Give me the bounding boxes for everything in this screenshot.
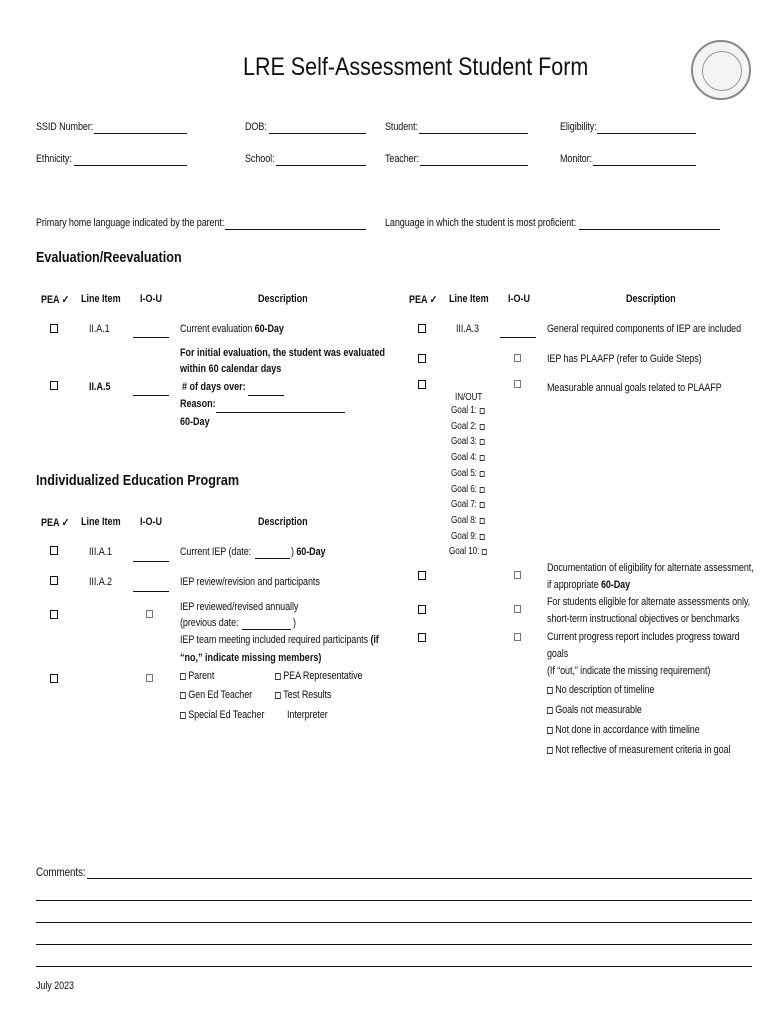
current-iep-label: Current IEP (date: bbox=[180, 546, 252, 558]
proficient-language-label: Language in which the student is most proficient: bbox=[385, 217, 577, 229]
line-item: III.A.3 bbox=[456, 323, 479, 335]
comments-label: Comments: bbox=[36, 865, 86, 879]
goal-item[interactable]: Goal 7: bbox=[451, 499, 487, 510]
iou-field[interactable] bbox=[133, 337, 169, 338]
description-header: Description bbox=[626, 293, 676, 305]
line-item-header: Line Item bbox=[81, 293, 121, 305]
teacher-field[interactable] bbox=[420, 165, 528, 166]
iou-checkbox[interactable] bbox=[514, 354, 521, 362]
participant-gen-ed-teacher[interactable]: Gen Ed Teacher bbox=[180, 689, 252, 701]
missing-option-not-in-accordance[interactable]: Not done in accordance with timeline bbox=[547, 724, 700, 736]
iou-header: I-O-U bbox=[508, 293, 531, 305]
ethnicity-field[interactable] bbox=[74, 165, 187, 166]
comments-line[interactable] bbox=[36, 966, 752, 967]
student-field[interactable] bbox=[419, 133, 528, 134]
school-label: School: bbox=[245, 153, 275, 165]
footer-date: July 2023 bbox=[36, 980, 74, 992]
iep-row2-description: IEP review/revision and participants bbox=[180, 576, 320, 588]
pea-header: PEA ✓ bbox=[409, 294, 438, 306]
line-item: II.A.1 bbox=[89, 323, 110, 335]
eval-row2-line2: within 60 calendar days bbox=[180, 363, 282, 375]
iou-checkbox[interactable] bbox=[146, 610, 153, 618]
missing-option-timeline[interactable]: No description of timeline bbox=[547, 684, 654, 696]
goal-item[interactable]: Goal 3: bbox=[451, 436, 487, 447]
pea-checkbox[interactable] bbox=[418, 633, 426, 642]
pea-checkbox[interactable] bbox=[418, 354, 426, 363]
student-label: Student: bbox=[385, 121, 418, 133]
reason-field[interactable] bbox=[216, 412, 345, 413]
right-row4-line1: Documentation of eligibility for alternate assessment, bbox=[547, 562, 754, 574]
previous-date-label: (previous date: bbox=[180, 617, 239, 629]
monitor-field[interactable] bbox=[593, 165, 696, 166]
line-item-header: Line Item bbox=[449, 293, 489, 305]
school-field[interactable] bbox=[276, 165, 366, 166]
right-row5-line2: short-term instructional objectives or benchmarks bbox=[547, 613, 740, 625]
goal-item[interactable]: Goal 5: bbox=[451, 468, 487, 479]
pea-checkbox[interactable] bbox=[418, 605, 426, 614]
days-over-field[interactable] bbox=[248, 395, 284, 396]
description-header: Description bbox=[258, 293, 308, 305]
teacher-label: Teacher: bbox=[385, 153, 419, 165]
pea-checkbox[interactable] bbox=[50, 674, 58, 683]
pea-checkbox[interactable] bbox=[418, 324, 426, 333]
comments-line[interactable] bbox=[36, 944, 752, 945]
pea-header: PEA ✓ bbox=[41, 517, 70, 529]
page-title: LRE Self-Assessment Student Form bbox=[243, 53, 589, 81]
iou-field[interactable] bbox=[133, 591, 169, 592]
participant-special-ed-teacher[interactable]: Special Ed Teacher bbox=[180, 709, 264, 721]
eval-row2-timeline: 60-Day bbox=[180, 416, 210, 428]
comments-line[interactable] bbox=[36, 900, 752, 901]
pea-checkbox[interactable] bbox=[50, 610, 58, 619]
goal-item[interactable]: Goal 1: bbox=[451, 405, 487, 416]
pea-checkbox[interactable] bbox=[418, 380, 426, 389]
pea-checkbox[interactable] bbox=[50, 324, 58, 333]
current-iep-close: ) 60-Day bbox=[291, 546, 326, 558]
eligibility-field[interactable] bbox=[597, 133, 696, 134]
goal-item[interactable]: Goal 2: bbox=[451, 421, 487, 432]
iep-row4-line1: IEP team meeting included required participants (if bbox=[180, 634, 379, 646]
line-item: II.A.5 bbox=[89, 381, 111, 393]
evaluation-heading: Evaluation/Reevaluation bbox=[36, 249, 182, 266]
previous-date-field[interactable] bbox=[242, 629, 291, 630]
iou-field[interactable] bbox=[133, 395, 169, 396]
comments-line[interactable] bbox=[36, 922, 752, 923]
goal-item[interactable]: Goal 8: bbox=[451, 515, 487, 526]
state-seal-logo bbox=[691, 40, 751, 100]
iou-field[interactable] bbox=[500, 337, 536, 338]
right-row5-line1: For students eligible for alternate assessments only, bbox=[547, 596, 751, 608]
primary-language-field[interactable] bbox=[225, 229, 366, 230]
days-over-label: # of days over: bbox=[182, 381, 246, 393]
monitor-label: Monitor: bbox=[560, 153, 592, 165]
pea-header: PEA ✓ bbox=[41, 294, 70, 306]
right-row1-description: General required components of IEP are included bbox=[547, 323, 742, 335]
iou-checkbox[interactable] bbox=[514, 633, 521, 641]
line-item: III.A.1 bbox=[89, 546, 112, 558]
iep-row3-line1: IEP reviewed/revised annually bbox=[180, 601, 299, 613]
right-row3-description: Measurable annual goals related to PLAAFP bbox=[547, 382, 722, 394]
iou-checkbox[interactable] bbox=[514, 571, 521, 579]
iep-heading: Individualized Education Program bbox=[36, 472, 240, 489]
line-item-header: Line Item bbox=[81, 516, 121, 528]
dob-field[interactable] bbox=[269, 133, 366, 134]
missing-option-not-measurable[interactable]: Goals not measurable bbox=[547, 704, 642, 716]
pea-checkbox[interactable] bbox=[418, 571, 426, 580]
iou-checkbox[interactable] bbox=[514, 380, 521, 388]
right-row4-line2: if appropriate 60-Day bbox=[547, 579, 631, 591]
goal-item[interactable]: Goal 10: bbox=[449, 546, 489, 557]
inout-label: IN/OUT bbox=[455, 392, 483, 403]
description-header: Description bbox=[258, 516, 308, 528]
current-iep-date-field[interactable] bbox=[255, 558, 290, 559]
participant-interpreter: Interpreter bbox=[287, 709, 328, 721]
participant-test-results[interactable]: Test Results bbox=[275, 689, 331, 701]
missing-option-not-reflective[interactable]: Not reflective of measurement criteria in goal bbox=[547, 744, 730, 756]
proficient-language-field[interactable] bbox=[579, 229, 720, 230]
participant-pea-representative[interactable]: PEA Representative bbox=[275, 670, 362, 682]
goal-item[interactable]: Goal 4: bbox=[451, 452, 487, 463]
right-row6-line2: goals bbox=[547, 648, 569, 660]
iou-field[interactable] bbox=[133, 561, 169, 562]
eval-row1-description: Current evaluation 60-Day bbox=[180, 323, 284, 335]
right-row6-line3: (If “out,” indicate the missing requirement) bbox=[547, 665, 711, 677]
pea-checkbox[interactable] bbox=[50, 576, 58, 585]
ssid-label: SSID Number: bbox=[36, 121, 94, 133]
pea-checkbox[interactable] bbox=[50, 381, 58, 390]
goal-item[interactable]: Goal 6: bbox=[451, 484, 487, 495]
iou-checkbox[interactable] bbox=[514, 605, 521, 613]
eval-row2-line1: For initial evaluation, the student was evaluated bbox=[180, 347, 385, 359]
ethnicity-label: Ethnicity: bbox=[36, 153, 72, 165]
goal-item[interactable]: Goal 9: bbox=[451, 531, 487, 542]
iou-header: I-O-U bbox=[140, 516, 163, 528]
previous-date-close: ) bbox=[293, 617, 296, 629]
reason-label: Reason: bbox=[180, 398, 216, 410]
iou-header: I-O-U bbox=[140, 293, 163, 305]
comments-line[interactable] bbox=[87, 878, 752, 879]
line-item: III.A.2 bbox=[89, 576, 112, 588]
eligibility-label: Eligibility: bbox=[560, 121, 597, 133]
primary-language-label: Primary home language indicated by the parent: bbox=[36, 217, 225, 229]
iep-row4-line2: “no,” indicate missing members) bbox=[180, 652, 322, 664]
ssid-field[interactable] bbox=[94, 133, 187, 134]
participant-parent[interactable]: Parent bbox=[180, 670, 214, 682]
dob-label: DOB: bbox=[245, 121, 267, 133]
pea-checkbox[interactable] bbox=[50, 546, 58, 555]
iou-checkbox[interactable] bbox=[146, 674, 153, 682]
right-row2-description: IEP has PLAAFP (refer to Guide Steps) bbox=[547, 353, 702, 365]
right-row6-line1: Current progress report includes progress toward bbox=[547, 631, 740, 643]
